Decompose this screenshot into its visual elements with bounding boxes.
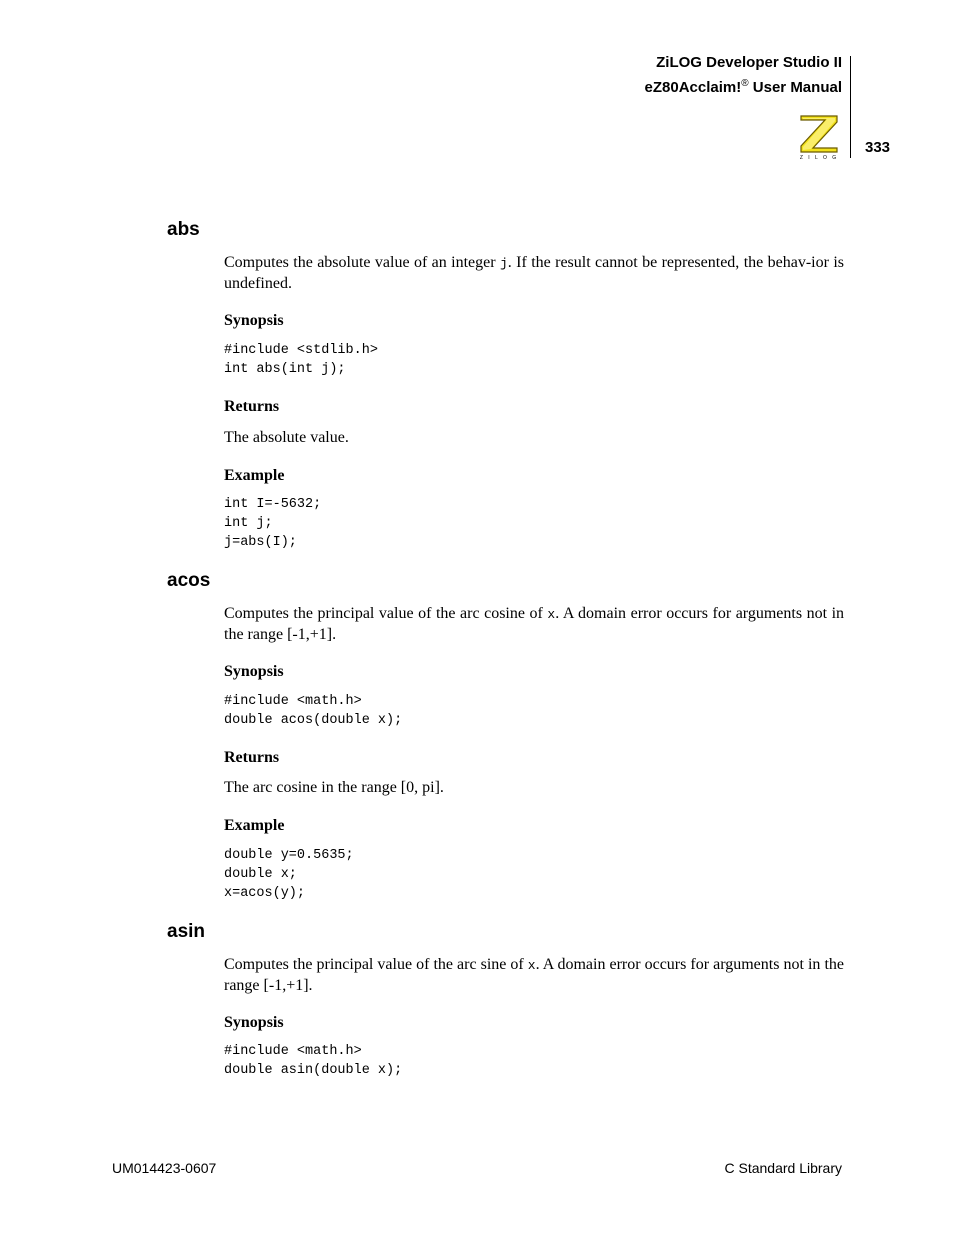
svg-text:Z I L O G: Z I L O G [799,155,839,160]
abs-synopsis-code: #include <stdlib.h> int abs(int j); [224,343,378,377]
acos-example-code: double y=0.5635; double x; x=acos(y); [224,848,354,901]
inline-code: x [527,958,536,973]
asin-description: Computes the principal value of the arc sine of x. A domain error occurs for arguments not in the range [-1,+1]. [224,956,844,994]
product-name: eZ80Acclaim! [644,79,742,96]
abs-synopsis-label: Synopsis [224,312,284,329]
abs-example-code: int I=-5632; int j; j=abs(I); [224,497,322,550]
inline-code: x [547,607,556,622]
header-title: ZiLOG Developer Studio II [656,54,842,71]
abs-description: Computes the absolute value of an integer j. If the result cannot be represented, the behav-ior is undefined. [224,254,844,292]
chapter-name: C Standard Library [724,1160,842,1176]
abs-returns-label: Returns [224,398,280,415]
page-number: 333 [865,139,891,156]
header-divider [850,56,851,158]
zilog-logo-icon [795,112,843,160]
acos-description: Computes the principal value of the arc cosine of x. A domain error occurs for arguments not in the range [-1,+1]. [224,605,845,643]
asin-synopsis-code: #include <math.h> double asin(double x); [224,1044,403,1078]
running-header [645,52,842,98]
abs-example-label: Example [224,467,285,484]
asin-synopsis-label: Synopsis [224,1014,284,1031]
abs-returns-text: The absolute value. [224,429,349,446]
manual-name: User Manual [748,79,842,96]
acos-returns-label: Returns [224,749,280,766]
acos-returns-text: The arc cosine in the range [0, pi]. [224,779,444,796]
acos-synopsis-code: #include <math.h> double acos(double x); [224,694,403,728]
inline-code: j [499,256,508,271]
header-subtitle [645,73,842,98]
document-number: UM014423-0607 [112,1160,217,1176]
registered-mark: ® [741,78,749,89]
section-heading-abs: abs [167,219,200,240]
acos-synopsis-label: Synopsis [224,663,284,680]
acos-example-label: Example [224,817,285,834]
section-heading-acos: acos [167,570,211,591]
section-heading-asin: asin [167,921,206,942]
